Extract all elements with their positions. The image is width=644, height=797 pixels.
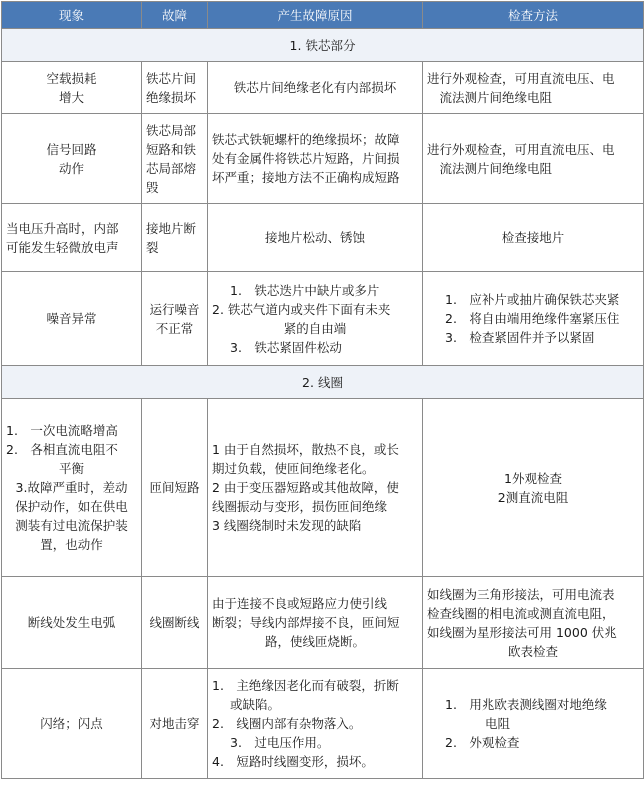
method-cell: 1. 用兆欧表测线圈对地绝缘 电阻 2. 外观检查 <box>423 669 644 779</box>
header-fault: 故障 <box>142 2 208 29</box>
cause-cell: 铁芯式铁轭螺杆的绝缘损坏；故障 处有金属件将铁芯片短路，片间损 坏严重；接地方法不正确构成短路 <box>208 114 423 204</box>
phenomenon-cell: 1. 一次电流略增高 2. 各相直流电阻不 平衡 3.故障严重时，差动 保护动作，如在供电 测装有过电流保护装 置，也动作 <box>2 399 142 577</box>
header-row <box>2 2 644 29</box>
phenomenon-cell: 空载损耗 增大 <box>2 62 142 114</box>
cause-cell: 接地片松动、锈蚀 <box>208 204 423 272</box>
fault-cell: 运行噪音 不正常 <box>142 272 208 366</box>
table-row <box>2 669 644 779</box>
fault-cell: 铁芯片间 绝缘损坏 <box>142 62 208 114</box>
phenomenon-cell: 信号回路 动作 <box>2 114 142 204</box>
cause-cell: 由于连接不良或短路应力使引线 断裂；导线内部焊接不良，匝间短 路，使线匝烧断。 <box>208 577 423 669</box>
phenomenon-cell: 当电压升高时，内部 可能发生轻微放电声 <box>2 204 142 272</box>
table-row <box>2 62 644 114</box>
phenomenon-cell: 噪音异常 <box>2 272 142 366</box>
table-row <box>2 577 644 669</box>
section-title: 1. 铁芯部分 <box>2 29 644 62</box>
method-cell: 检查接地片 <box>423 204 644 272</box>
section-row-coil <box>2 366 644 399</box>
section-row-core <box>2 29 644 62</box>
header-method: 检查方法 <box>423 2 644 29</box>
fault-cell: 接地片断 裂 <box>142 204 208 272</box>
table-row <box>2 399 644 577</box>
phenomenon-cell: 闪络；闪点 <box>2 669 142 779</box>
fault-cell: 铁芯局部 短路和铁 芯局部熔 毁 <box>142 114 208 204</box>
method-cell: 如线圈为三角形接法，可用电流表 检查线圈的相电流或测直流电阻， 如线圈为星形接法可用 1000 伏兆 欧表检查 <box>423 577 644 669</box>
table-row <box>2 204 644 272</box>
method-cell: 进行外观检查，可用直流电压、电 流法测片间绝缘电阻 <box>423 114 644 204</box>
fault-cell: 匝间短路 <box>142 399 208 577</box>
cause-cell: 1. 主绝缘因老化而有破裂，折断 或缺陷。 2. 线圈内部有杂物落入。 3. 过电压作用。 4. 短路时线圈变形，损坏。 <box>208 669 423 779</box>
method-cell: 1外观检查 2测直流电阻 <box>423 399 644 577</box>
cause-cell: 1 由于自然损坏，散热不良，或长 期过负载，使匝间绝缘老化。 2 由于变压器短路或其他故障，使 线圈振动与变形，损伤匝间绝缘 3 线圈绕制时未发现的缺陷 <box>208 399 423 577</box>
fault-table <box>1 1 644 779</box>
table-row <box>2 272 644 366</box>
section-title: 2. 线圈 <box>2 366 644 399</box>
phenomenon-cell: 断线处发生电弧 <box>2 577 142 669</box>
fault-cell: 线圈断线 <box>142 577 208 669</box>
cause-cell: 1. 铁芯迭片中缺片或多片 2. 铁芯气道内或夹件下面有未夹 紧的自由端 3. 铁芯紧固件松动 <box>208 272 423 366</box>
header-phenomenon: 现象 <box>2 2 142 29</box>
header-cause: 产生故障原因 <box>208 2 423 29</box>
fault-cell: 对地击穿 <box>142 669 208 779</box>
table-row <box>2 114 644 204</box>
cause-cell: 铁芯片间绝缘老化有内部损坏 <box>208 62 423 114</box>
method-cell: 1. 应补片或抽片确保铁芯夹紧 2. 将自由端用绝缘件塞紧压住 3. 检查紧固件并予以紧固 <box>423 272 644 366</box>
method-cell: 进行外观检查，可用直流电压、电 流法测片间绝缘电阻 <box>423 62 644 114</box>
